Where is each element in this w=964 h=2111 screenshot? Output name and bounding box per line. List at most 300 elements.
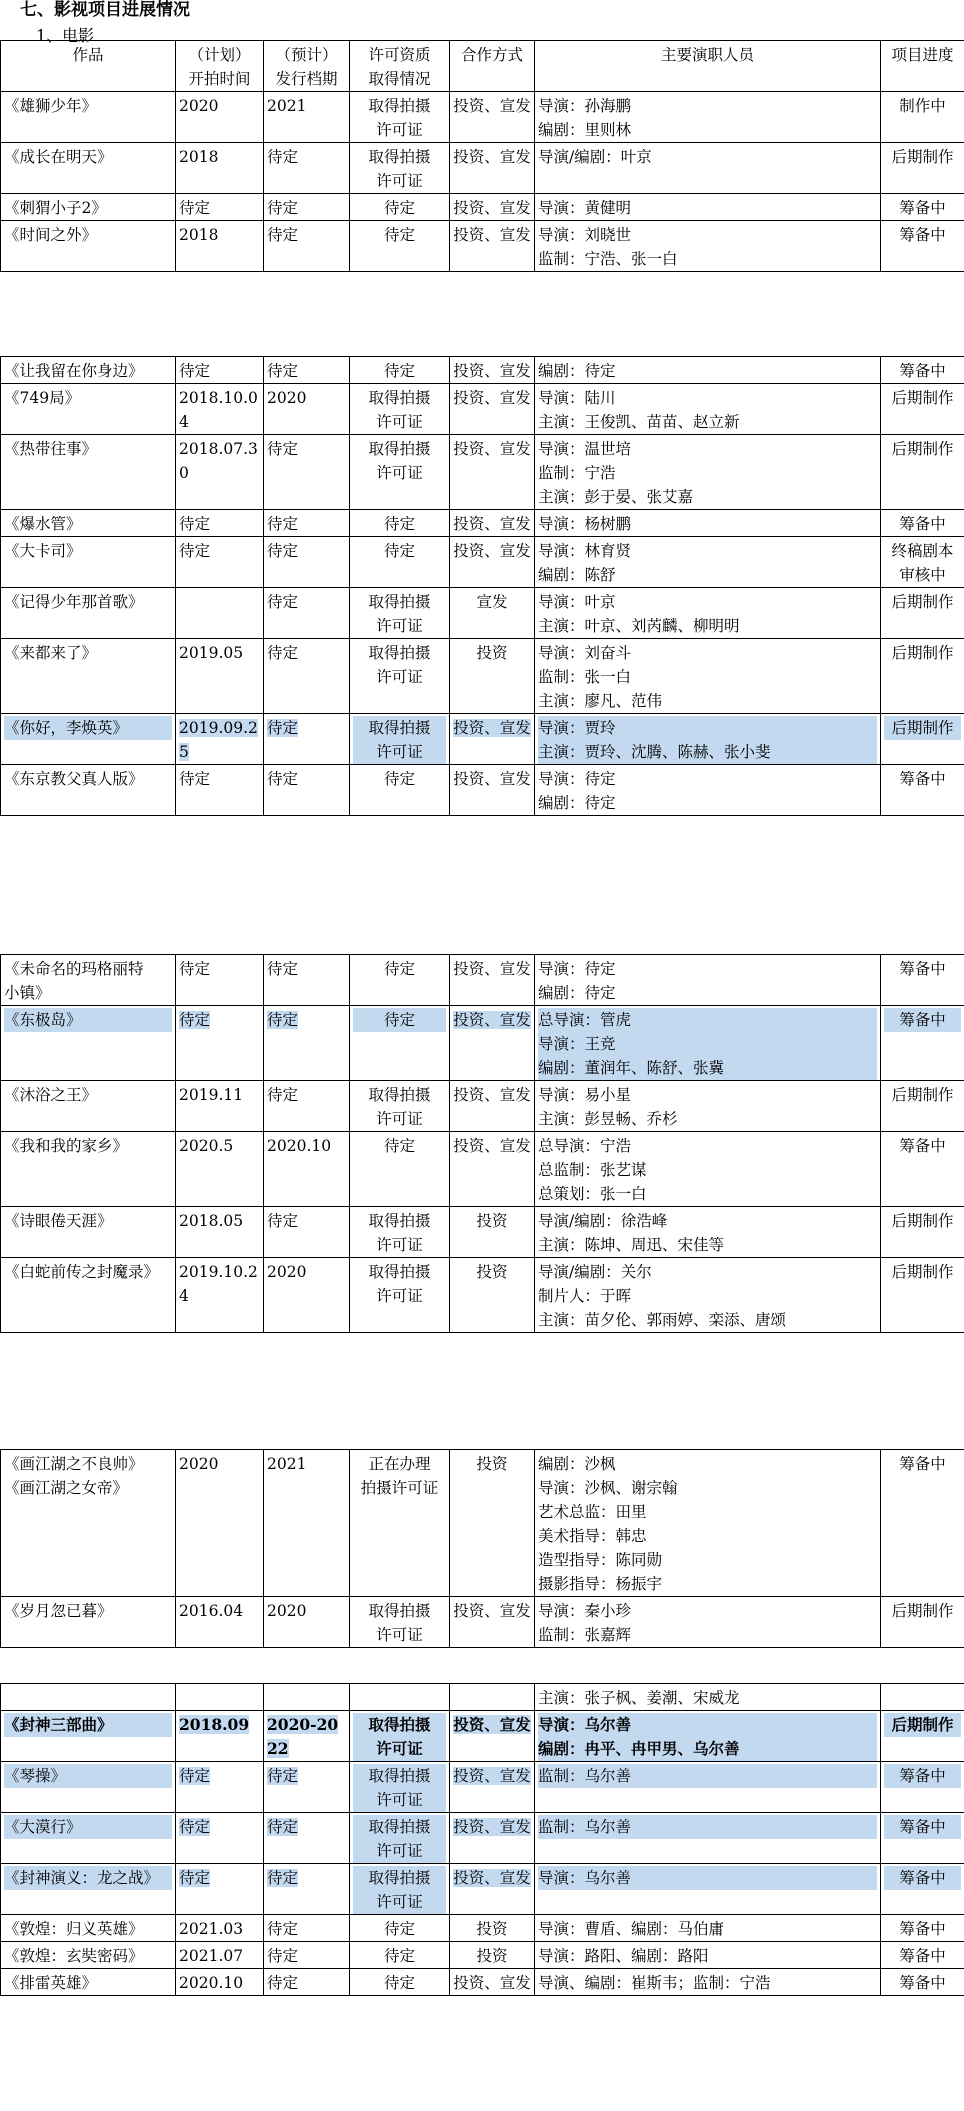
- release-schedule-text: 2020: [267, 389, 307, 407]
- start-time-cell: [176, 537, 264, 588]
- work-title-line: 《未命名的玛格丽特: [4, 960, 144, 978]
- start-time-cell: [176, 1081, 264, 1132]
- work-title-cell: [1, 588, 176, 639]
- cast-crew-line: 导演：杨树鹏: [538, 515, 632, 533]
- cast-crew-cell: [535, 221, 881, 272]
- cooperation-text: 投资: [476, 1947, 508, 1965]
- cooperation-cell: [450, 1132, 535, 1207]
- start-time-cell: [176, 1915, 264, 1942]
- license-status-line: 许可证: [353, 1890, 446, 1914]
- release-schedule-cell: [264, 537, 350, 588]
- start-time-text: 2018.09: [179, 1715, 250, 1734]
- table-row: [1, 1711, 964, 1762]
- table-row: [1, 221, 964, 272]
- start-time-text: 待定: [179, 1869, 211, 1887]
- progress-line: 筹备中: [899, 1455, 946, 1473]
- license-status-cell: [350, 1711, 450, 1762]
- cast-crew-line: 导演/编剧：徐浩峰: [538, 1212, 668, 1230]
- license-status-line: 待定: [383, 226, 415, 244]
- table-row: [1, 955, 964, 1006]
- release-schedule-cell: [264, 1684, 350, 1711]
- header-release-schedule-label: 发行档期: [275, 70, 338, 88]
- start-time-cell: [176, 765, 264, 816]
- work-title-line: 《敦煌：归义英雄》: [4, 1920, 144, 1938]
- start-time-cell: [176, 221, 264, 272]
- license-status-cell: [350, 1081, 450, 1132]
- cooperation-text: 投资、宣发: [453, 515, 531, 533]
- progress-line: 后期制作: [891, 644, 954, 662]
- license-status-cell: [350, 955, 450, 1006]
- start-time-text: 2021.03: [179, 1920, 244, 1938]
- progress-cell: [881, 1207, 964, 1258]
- header-cast-crew: [535, 41, 881, 92]
- start-time-cell: [176, 1813, 264, 1864]
- start-time-cell: [176, 1684, 264, 1711]
- work-title-line: 《诗眼倦天涯》: [4, 1212, 113, 1230]
- cast-crew-line: 编剧：董润年、陈舒、张冀: [538, 1056, 877, 1080]
- cast-crew-line: 导演：易小星: [538, 1086, 632, 1104]
- table-row: [1, 1132, 964, 1207]
- cooperation-text: 投资: [476, 644, 508, 662]
- release-schedule-text: 待定: [267, 960, 299, 978]
- work-title-cell: [1, 435, 176, 510]
- release-schedule-text: 待定: [267, 1869, 299, 1887]
- cast-crew-line: 主演：贾玲、沈腾、陈赫、张小斐: [538, 740, 877, 764]
- progress-cell: [881, 1915, 964, 1942]
- license-status-cell: [350, 588, 450, 639]
- license-status-cell: [350, 357, 450, 384]
- release-schedule-text: 2020-2022: [267, 1715, 339, 1758]
- start-time-text: 2020: [179, 1455, 219, 1473]
- work-title-line: 《白蛇前传之封魔录》: [4, 1263, 160, 1281]
- cast-crew-line: 导演：叶京: [538, 593, 616, 611]
- progress-cell: [881, 714, 964, 765]
- start-time-text: 2019.05: [179, 644, 244, 662]
- table-row: [1, 1258, 964, 1333]
- progress-cell: [881, 639, 964, 714]
- cooperation-text: 投资、宣发: [453, 148, 531, 166]
- release-schedule-text: 待定: [267, 362, 299, 380]
- work-title-cell: [1, 1258, 176, 1333]
- release-schedule-text: 2020.10: [267, 1137, 332, 1155]
- cooperation-cell: [450, 1081, 535, 1132]
- cast-crew-cell: [535, 1597, 881, 1648]
- start-time-cell: [176, 1864, 264, 1915]
- progress-line: 筹备中: [884, 1764, 961, 1788]
- work-title-cell: [1, 537, 176, 588]
- progress-cell: [881, 1684, 964, 1711]
- start-time-cell: [176, 1258, 264, 1333]
- table-row: [1, 435, 964, 510]
- release-schedule-cell: [264, 588, 350, 639]
- release-schedule-cell: [264, 1762, 350, 1813]
- cast-crew-line: 编剧：待定: [538, 362, 616, 380]
- cast-crew-cell: [535, 955, 881, 1006]
- work-title-line: 《时间之外》: [4, 226, 98, 244]
- cooperation-text: 投资、宣发: [453, 1818, 531, 1836]
- progress-line: 筹备中: [899, 515, 946, 533]
- cooperation-text: 投资、宣发: [453, 199, 531, 217]
- work-title-line: 《成长在明天》: [4, 148, 113, 166]
- progress-cell: [881, 510, 964, 537]
- work-title-cell: [1, 510, 176, 537]
- start-time-cell: [176, 588, 264, 639]
- cooperation-text: 宣发: [476, 593, 508, 611]
- cast-crew-line: 美术指导：韩忠: [538, 1527, 647, 1545]
- cooperation-cell: [450, 143, 535, 194]
- cast-crew-line: 主演：张子枫、姜潮、宋威龙: [538, 1689, 740, 1707]
- work-title-line: 《大漠行》: [4, 1815, 172, 1839]
- progress-cell: [881, 1258, 964, 1333]
- work-title-cell: [1, 765, 176, 816]
- section-title: 七、影视项目进展情况: [20, 0, 190, 20]
- license-status-cell: [350, 765, 450, 816]
- start-time-text: 2016.04: [179, 1602, 244, 1620]
- cast-crew-cell: [535, 1711, 881, 1762]
- license-status-cell: [350, 1915, 450, 1942]
- start-time-text: 待定: [179, 1011, 211, 1029]
- progress-cell: [881, 1132, 964, 1207]
- release-schedule-cell: [264, 357, 350, 384]
- release-schedule-text: 待定: [267, 148, 299, 166]
- start-time-text: 待定: [179, 515, 211, 533]
- cast-crew-line: 导演：陆川: [538, 389, 616, 407]
- header-cooperation: [450, 41, 535, 92]
- progress-cell: [881, 1081, 964, 1132]
- progress-cell: [881, 588, 964, 639]
- work-title-cell: [1, 1684, 176, 1711]
- license-status-line: 待定: [383, 1974, 415, 1992]
- cast-crew-cell: [535, 143, 881, 194]
- start-time-text: 待定: [179, 362, 211, 380]
- progress-cell: [881, 221, 964, 272]
- release-schedule-cell: [264, 955, 350, 1006]
- cooperation-cell: [450, 955, 535, 1006]
- license-status-line: 许可证: [376, 1110, 423, 1128]
- cast-crew-line: 主演：王俊凯、苗苗、赵立新: [538, 413, 740, 431]
- cast-crew-cell: [535, 765, 881, 816]
- work-title-line: 《封神三部曲》: [4, 1713, 172, 1737]
- work-title-line: 《画江湖之不良帅》: [4, 1455, 144, 1473]
- license-status-line: 许可证: [376, 464, 423, 482]
- cooperation-cell: [450, 1006, 535, 1081]
- start-time-cell: [176, 955, 264, 1006]
- header-start-time-label: （计划）: [188, 46, 251, 64]
- license-status-line: 待定: [383, 960, 415, 978]
- start-time-cell: [176, 639, 264, 714]
- release-schedule-text: 2020: [267, 1602, 307, 1620]
- work-title-cell: [1, 955, 176, 1006]
- cooperation-cell: [450, 92, 535, 143]
- start-time-cell: [176, 1006, 264, 1081]
- progress-cell: [881, 1006, 964, 1081]
- release-schedule-text: 待定: [267, 542, 299, 560]
- table-row: [1, 765, 964, 816]
- work-title-cell: [1, 1942, 176, 1969]
- cast-crew-line: 导演：待定: [538, 960, 616, 978]
- progress-table-section: [0, 356, 964, 816]
- license-status-line: 待定: [383, 542, 415, 560]
- license-status-line: 许可证: [353, 1839, 446, 1863]
- progress-line: 筹备中: [899, 1974, 946, 1992]
- table-row: [1, 639, 964, 714]
- cast-crew-cell: [535, 1813, 881, 1864]
- release-schedule-cell: [264, 1258, 350, 1333]
- start-time-text: 2020.5: [179, 1137, 234, 1155]
- cooperation-text: 投资、宣发: [453, 389, 531, 407]
- work-title-line: 《画江湖之女帝》: [4, 1479, 129, 1497]
- license-status-line: 许可证: [376, 413, 423, 431]
- work-title-cell: [1, 1207, 176, 1258]
- work-title-cell: [1, 1762, 176, 1813]
- header-start-time-label: 开拍时间: [188, 70, 251, 88]
- license-status-line: 取得拍摄: [368, 1263, 431, 1281]
- header-start-time: [176, 41, 264, 92]
- cast-crew-line: 监制：宁浩、张一白: [538, 250, 678, 268]
- work-title-line: 《你好，李焕英》: [4, 716, 172, 740]
- start-time-cell: [176, 1207, 264, 1258]
- work-title-cell: [1, 92, 176, 143]
- release-schedule-text: 待定: [267, 719, 299, 737]
- license-status-line: 取得拍摄: [368, 1602, 431, 1620]
- release-schedule-cell: [264, 714, 350, 765]
- start-time-text: 2018.10.04: [179, 389, 258, 431]
- work-title-line: 《爆水管》: [4, 515, 82, 533]
- license-status-cell: [350, 1132, 450, 1207]
- cast-crew-line: 艺术总监：田里: [538, 1503, 647, 1521]
- progress-line: 后期制作: [891, 1212, 954, 1230]
- license-status-cell: [350, 1258, 450, 1333]
- cast-crew-line: 导演：贾玲: [538, 716, 877, 740]
- cast-crew-line: 摄影指导：杨振宇: [538, 1575, 663, 1593]
- cast-crew-cell: [535, 510, 881, 537]
- cooperation-text: 投资: [476, 1263, 508, 1281]
- release-schedule-cell: [264, 765, 350, 816]
- release-schedule-text: 待定: [267, 1086, 299, 1104]
- license-status-line: 取得拍摄: [368, 593, 431, 611]
- table-row: [1, 1969, 964, 1996]
- release-schedule-text: 待定: [267, 1818, 299, 1836]
- cooperation-text: 投资: [476, 1455, 508, 1473]
- license-status-line: 取得拍摄: [353, 1815, 446, 1839]
- header-work: [1, 41, 176, 92]
- start-time-cell: [176, 194, 264, 221]
- cooperation-text: 投资、宣发: [453, 226, 531, 244]
- work-title-cell: [1, 1006, 176, 1081]
- cooperation-text: 投资、宣发: [453, 1715, 531, 1734]
- license-status-line: 取得拍摄: [353, 1764, 446, 1788]
- cooperation-text: 投资、宣发: [453, 1974, 531, 1992]
- progress-cell: [881, 384, 964, 435]
- cast-crew-line: 导演：曹盾、编剧：马伯庸: [538, 1920, 725, 1938]
- cooperation-text: 投资、宣发: [453, 1137, 531, 1155]
- table-row: [1, 1006, 964, 1081]
- cooperation-cell: [450, 435, 535, 510]
- license-status-line: 取得拍摄: [368, 644, 431, 662]
- cast-crew-line: 造型指导：陈同勋: [538, 1551, 663, 1569]
- license-status-line: 待定: [383, 1947, 415, 1965]
- work-title-cell: [1, 1915, 176, 1942]
- cast-crew-line: 主演：彭于晏、张艾嘉: [538, 488, 694, 506]
- cast-crew-line: 导演/编剧：关尔: [538, 1263, 652, 1281]
- start-time-text: 2019.10.24: [179, 1263, 258, 1305]
- work-title-line: 《749局》: [4, 389, 81, 407]
- progress-line: 筹备中: [884, 1815, 961, 1839]
- cast-crew-line: 主演：苗夕伦、郭雨婷、栾添、唐颂: [538, 1311, 787, 1329]
- table-row: [1, 1942, 964, 1969]
- license-status-line: 许可证: [376, 1626, 423, 1644]
- header-license-status-label: 取得情况: [368, 70, 431, 88]
- work-title-line: 《记得少年那首歌》: [4, 593, 144, 611]
- license-status-cell: [350, 714, 450, 765]
- cast-crew-line: 导演：乌尔善: [538, 1713, 877, 1737]
- cooperation-text: 投资、宣发: [453, 770, 531, 788]
- cooperation-cell: [450, 357, 535, 384]
- progress-line: 筹备中: [884, 1008, 961, 1032]
- cooperation-cell: [450, 1915, 535, 1942]
- table-header-row: [1, 41, 964, 92]
- cast-crew-cell: [535, 1864, 881, 1915]
- progress-line: 终稿剧本: [891, 542, 954, 560]
- cast-crew-cell: [535, 1258, 881, 1333]
- release-schedule-text: 待定: [267, 1920, 299, 1938]
- cooperation-cell: [450, 639, 535, 714]
- release-schedule-text: 待定: [267, 1212, 299, 1230]
- start-time-text: 2018.07.30: [179, 440, 258, 482]
- subsection-title: 1、电影: [36, 26, 95, 45]
- progress-line: 后期制作: [891, 593, 954, 611]
- progress-line: 后期制作: [891, 1602, 954, 1620]
- cooperation-text: 投资、宣发: [453, 1011, 531, 1029]
- table-row: [1, 1915, 964, 1942]
- cast-crew-line: 总导演：管虎: [538, 1008, 877, 1032]
- release-schedule-text: 2021: [267, 97, 307, 115]
- cast-crew-cell: [535, 1915, 881, 1942]
- work-title-cell: [1, 143, 176, 194]
- work-title-line: 《来都来了》: [4, 644, 98, 662]
- work-title-line: 《沐浴之王》: [4, 1086, 98, 1104]
- header-progress-label: 项目进度: [891, 46, 954, 64]
- cast-crew-line: 导演：沙枫、谢宗翰: [538, 1479, 678, 1497]
- release-schedule-cell: [264, 1597, 350, 1648]
- license-status-cell: [350, 92, 450, 143]
- cast-crew-line: 主演：彭昱畅、乔杉: [538, 1110, 678, 1128]
- cooperation-cell: [450, 765, 535, 816]
- release-schedule-text: 待定: [267, 770, 299, 788]
- cast-crew-cell: [535, 537, 881, 588]
- progress-line: 筹备中: [899, 226, 946, 244]
- license-status-cell: [350, 1762, 450, 1813]
- table-row: [1, 357, 964, 384]
- header-cooperation-label: 合作方式: [460, 46, 523, 64]
- progress-line: 后期制作: [884, 1713, 961, 1737]
- cast-crew-line: 导演：刘晓世: [538, 226, 632, 244]
- start-time-text: 2018: [179, 226, 219, 244]
- work-title-line: 《我和我的家乡》: [4, 1137, 129, 1155]
- table-row: [1, 92, 964, 143]
- release-schedule-text: 待定: [267, 1767, 299, 1785]
- cast-crew-cell: [535, 1684, 881, 1711]
- cast-crew-line: 导演：秦小珍: [538, 1602, 632, 1620]
- cast-crew-line: 主演：叶京、刘芮麟、柳明明: [538, 617, 740, 635]
- start-time-cell: [176, 714, 264, 765]
- license-status-line: 拍摄许可证: [360, 1479, 439, 1497]
- release-schedule-cell: [264, 1864, 350, 1915]
- work-title-line: 《东京教父真人版》: [4, 770, 144, 788]
- work-title-line: 《雄狮少年》: [4, 97, 98, 115]
- cooperation-cell: [450, 510, 535, 537]
- progress-line: 筹备中: [884, 1866, 961, 1890]
- progress-cell: [881, 1597, 964, 1648]
- start-time-cell: [176, 143, 264, 194]
- cast-crew-cell: [535, 435, 881, 510]
- progress-line: 后期制作: [891, 389, 954, 407]
- cast-crew-line: 总导演：宁浩: [538, 1137, 632, 1155]
- release-schedule-text: 2020: [267, 1263, 307, 1281]
- release-schedule-cell: [264, 1942, 350, 1969]
- header-release-schedule-label: （预计）: [275, 46, 338, 64]
- cooperation-cell: [450, 1864, 535, 1915]
- cooperation-text: 投资、宣发: [453, 97, 531, 115]
- work-title-cell: [1, 1813, 176, 1864]
- cast-crew-line: 导演：待定: [538, 770, 616, 788]
- license-status-cell: [350, 1597, 450, 1648]
- work-title-cell: [1, 1864, 176, 1915]
- license-status-line: 待定: [383, 362, 415, 380]
- progress-cell: [881, 765, 964, 816]
- license-status-cell: [350, 1969, 450, 1996]
- cast-crew-line: 主演：陈坤、周迅、宋佳等: [538, 1236, 725, 1254]
- cooperation-cell: [450, 1597, 535, 1648]
- cooperation-text: 投资: [476, 1212, 508, 1230]
- cast-crew-line: 编剧：冉平、冉甲男、乌尔善: [538, 1737, 877, 1761]
- cast-crew-cell: [535, 194, 881, 221]
- cooperation-text: 投资、宣发: [453, 1602, 531, 1620]
- progress-table-section: [0, 1449, 964, 1648]
- start-time-text: 待定: [179, 960, 211, 978]
- progress-table-section: [0, 1683, 964, 1996]
- start-time-cell: [176, 1942, 264, 1969]
- progress-line: 后期制作: [891, 1086, 954, 1104]
- license-status-line: 待定: [383, 1920, 415, 1938]
- cooperation-text: 投资、宣发: [453, 362, 531, 380]
- cast-crew-line: 导演/编剧：叶京: [538, 148, 652, 166]
- work-title-cell: [1, 384, 176, 435]
- progress-line: 后期制作: [891, 440, 954, 458]
- license-status-line: 许可证: [353, 1737, 446, 1761]
- start-time-text: 待定: [179, 199, 211, 217]
- cast-crew-cell: [535, 1207, 881, 1258]
- table-row: [1, 714, 964, 765]
- progress-line: 后期制作: [884, 716, 961, 740]
- license-status-line: 待定: [383, 199, 415, 217]
- cooperation-text: 投资、宣发: [453, 1869, 531, 1887]
- start-time-text: 待定: [179, 770, 211, 788]
- cooperation-text: 投资、宣发: [453, 440, 531, 458]
- cast-crew-line: 导演：温世培: [538, 440, 632, 458]
- progress-line: 后期制作: [891, 148, 954, 166]
- license-status-line: 取得拍摄: [368, 1086, 431, 1104]
- start-time-text: 2020: [179, 97, 219, 115]
- progress-cell: [881, 357, 964, 384]
- table-row: [1, 588, 964, 639]
- table-row: [1, 1684, 964, 1711]
- table-row: [1, 1762, 964, 1813]
- release-schedule-cell: [264, 1450, 350, 1597]
- table-row: [1, 143, 964, 194]
- header-license-status: [350, 41, 450, 92]
- start-time-cell: [176, 1969, 264, 1996]
